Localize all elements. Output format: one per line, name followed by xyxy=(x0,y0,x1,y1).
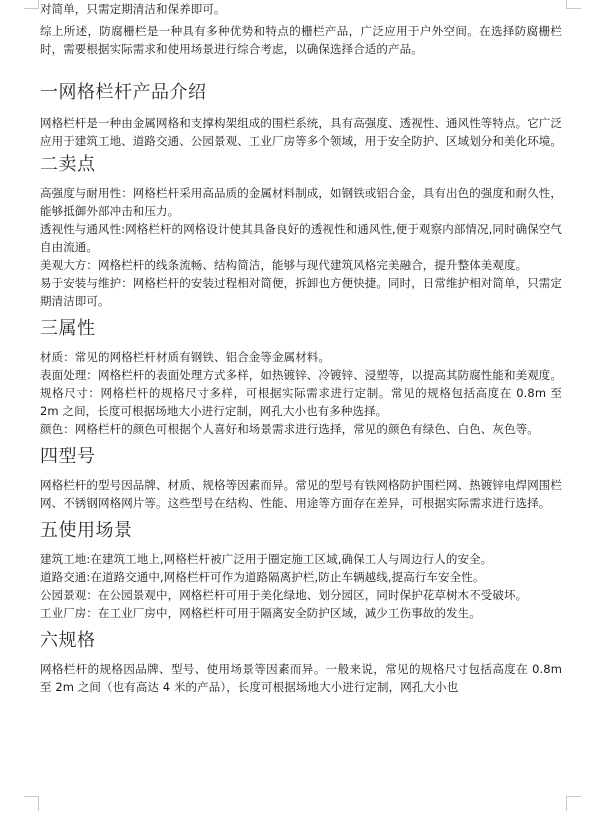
body-paragraph: 表面处理：网格栏杆的表面处理方式多样，如热镀锌、冷镀锌、浸塑等，以提高其防腐性能和美观度。 xyxy=(40,368,562,382)
body-paragraph: 透视性与通风性:网格栏杆的网格设计使其具备良好的透视性和通风性,便于观察内部情况,同时确保空气自由流通。 xyxy=(40,222,562,254)
page-corner-mark xyxy=(566,0,581,9)
document-body[interactable] xyxy=(40,0,562,696)
body-paragraph: 美观大方：网格栏杆的线条流畅、结构简洁，能够与现代建筑风格完美融合，提升整体美观度。 xyxy=(40,258,528,272)
section-heading: 三属性 xyxy=(40,318,96,339)
section-heading: 一网格栏杆产品介绍 xyxy=(40,82,207,103)
body-paragraph: 颜色：网格栏杆的颜色可根据个人喜好和场景需求进行选择，常见的颜色有绿色、白色、灰色等。 xyxy=(40,422,539,436)
body-paragraph: 道路交通:在道路交通中,网格栏杆可作为道路隔离护栏,防止车辆越线,提高行车安全性。 xyxy=(40,570,485,584)
body-paragraph: 网格栏杆的规格因品牌、型号、使用场景等因素而异。一般来说，常见的规格尺寸包括高度在 0.8m 至 2m 之间（也有高达 4 米的产品），长度可根据场地大小进行定制，网孔大小也 xyxy=(40,662,562,694)
section-heading: 四型号 xyxy=(40,446,96,467)
body-paragraph: 工业厂房：在工业厂房中，网格栏杆可用于隔离安全防护区域，减少工伤事故的发生。 xyxy=(40,606,481,620)
body-paragraph: 建筑工地:在建筑工地上,网格栏杆被广泛用于圈定施工区域,确保工人与周边行人的安全。 xyxy=(40,552,493,566)
body-paragraph: 材质：常见的网格栏杆材质有钢铁、铝合金等金属材料。 xyxy=(40,350,330,364)
body-paragraph: 易于安装与维护：网格栏杆的安装过程相对简便，拆卸也方便快捷。同时，日常维护相对简单，只需定期清洁即可。 xyxy=(40,276,562,308)
body-paragraph: 高强度与耐用性：网格栏杆采用高品质的金属材料制成，如钢铁或铝合金，具有出色的强度和耐久性，能够抵御外部冲击和压力。 xyxy=(40,186,562,218)
body-paragraph: 对简单，只需定期清洁和保养即可。 xyxy=(40,2,226,16)
body-paragraph: 综上所述，防腐栅栏是一种具有多种优势和特点的栅栏产品，广泛应用于户外空间。在选择防腐栅栏时，需要根据实际需求和使用场景进行综合考虑，以确保选择合适的产品。 xyxy=(40,24,562,56)
body-paragraph: 规格尺寸：网格栏杆的规格尺寸多样，可根据实际需求进行定制。常见的规格包括高度在 0.8m 至 2m 之间，长度可根据场地大小进行定制，网孔大小也有多种选择。 xyxy=(40,386,562,418)
page-corner-mark xyxy=(566,796,581,811)
body-paragraph: 网格栏杆是一种由金属网格和支撑构架组成的围栏系统，具有高强度、透视性、通风性等特点。它广泛应用于建筑工地、道路交通、公园景观、工业厂房等多个领域，用于安全防护、区域划分和美化环境。 xyxy=(40,116,562,148)
section-heading: 六规格 xyxy=(40,630,96,651)
section-heading: 五使用场景 xyxy=(40,520,133,541)
body-paragraph: 网格栏杆的型号因品牌、材质、规格等因素而异。常见的型号有铁网格防护围栏网、热镀锌电焊网围栏网、不锈钢网格网片等。这些型号在结构、性能、用途等方面存在差异，可根据实际需求进行选择。 xyxy=(40,478,562,510)
page-corner-mark xyxy=(24,0,39,9)
section-heading: 二卖点 xyxy=(40,154,96,175)
page-corner-mark xyxy=(24,796,39,811)
body-paragraph: 公园景观：在公园景观中，网格栏杆可用于美化绿地、划分园区，同时保护花草树木不受破坏。 xyxy=(40,588,528,602)
